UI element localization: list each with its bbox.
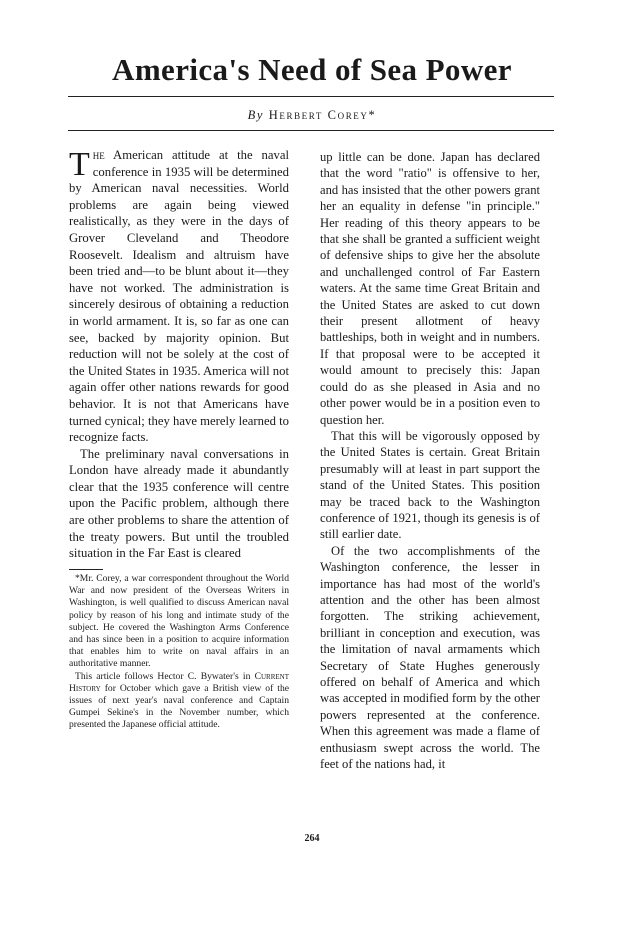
author-footnote-mark: * bbox=[368, 108, 377, 122]
right-column bbox=[320, 149, 540, 772]
paragraph: The preliminary naval conversations in London have already made it abundantly clear that the 1935 conference will centre upon the Pacific problem, although there are other problems to share the attention of the treaty powers. But until the troubled situation in the Far East is cleared bbox=[69, 446, 289, 561]
paragraph: up little can be done. Japan has declared that the word "ratio" is offensive to her, and has insisted that the other powers grant her an equality in defense "in principle." Her reading of this theory appears to be that she shall be granted a sufficient weight of defensive ships to give her the absolute and unchallenged control of Far Eastern waters. At the same time Great Britain and the United States are asked to cut down their present allotment of heavy battleships, both in weight and in numbers. If that proposal were to be accepted it would amount to precisely this: Japan could do as she pleased in Asia and no other power would be in a position even to question her. bbox=[320, 150, 540, 427]
left-column bbox=[69, 147, 289, 562]
paragraph: Of the two accomplishments of the Washington conference, the lesser in importance has had most of the world's attention and the other has been almost forgotten. The striking achievement, brilliant in conception and execution, was the limitation of naval armaments which Secretary of State Hughes generously offered on behalf of America and which was accepted in modified form by the other powers represented at the conference. When this agreement was made a flame of enthusiasm swept across the world. The feet of the nations had, it bbox=[320, 543, 540, 772]
page-number: 264 bbox=[304, 833, 320, 844]
footnote-author: *Mr. Corey, a war correspondent throughout the World War and now president of the Overseas Writers in Washington, is well qualified to discuss American naval policy by reason of his long and intimate study of the subject. He covered the Washington Arms Conference and has since been in a position to acquire information that enables him to write on naval affairs in an authoritative manner. bbox=[69, 573, 289, 670]
footnote-article: This article follows Hector C. Bywater's in Current History for October which gave a British view of the issues of next year's naval conference and Captain Gumpei Sekine's in the November number, which presented the Japanese official attitude. bbox=[69, 670, 289, 731]
article-title: America's Need of Sea Power bbox=[112, 52, 512, 87]
publication-name: Current History bbox=[69, 670, 289, 694]
footnote-rule bbox=[69, 569, 103, 570]
drop-cap: T bbox=[69, 146, 90, 183]
byline-rule bbox=[68, 130, 554, 131]
lead-caps: he bbox=[92, 148, 105, 162]
title-rule bbox=[68, 96, 554, 97]
paragraph-text: American attitude at the naval conference in 1935 will be determined by American naval necessities. World problems are again being viewed realistically, as they were in the days of Grover Cleveland and Theodore Roosevelt. Idealism and altruism have been tried and—to be blunt about it—they have not worked. The administration is sincerely desirous of obtaining a reduction in world armament. It is, so far as one can see, backed by majority opinion. But reduction will not be solely at the cost of the United States in 1935. America will not again offer other nations rewards for good behavior. It is not that Americans have turned cynical; they have merely learned to recognize facts. bbox=[69, 148, 289, 445]
byline bbox=[0, 108, 624, 123]
paragraph: That this will be vigorously opposed by the United States is certain. Great Britain presumably will at least in part support the stand of the United States. This position may be traced back to the Washington conference of 1921, though its genesis is of still earlier date. bbox=[320, 428, 540, 542]
footnote bbox=[69, 573, 289, 732]
byline-prefix: By bbox=[247, 108, 265, 122]
paragraph bbox=[69, 147, 289, 446]
author-name: Herbert Corey bbox=[268, 108, 369, 122]
